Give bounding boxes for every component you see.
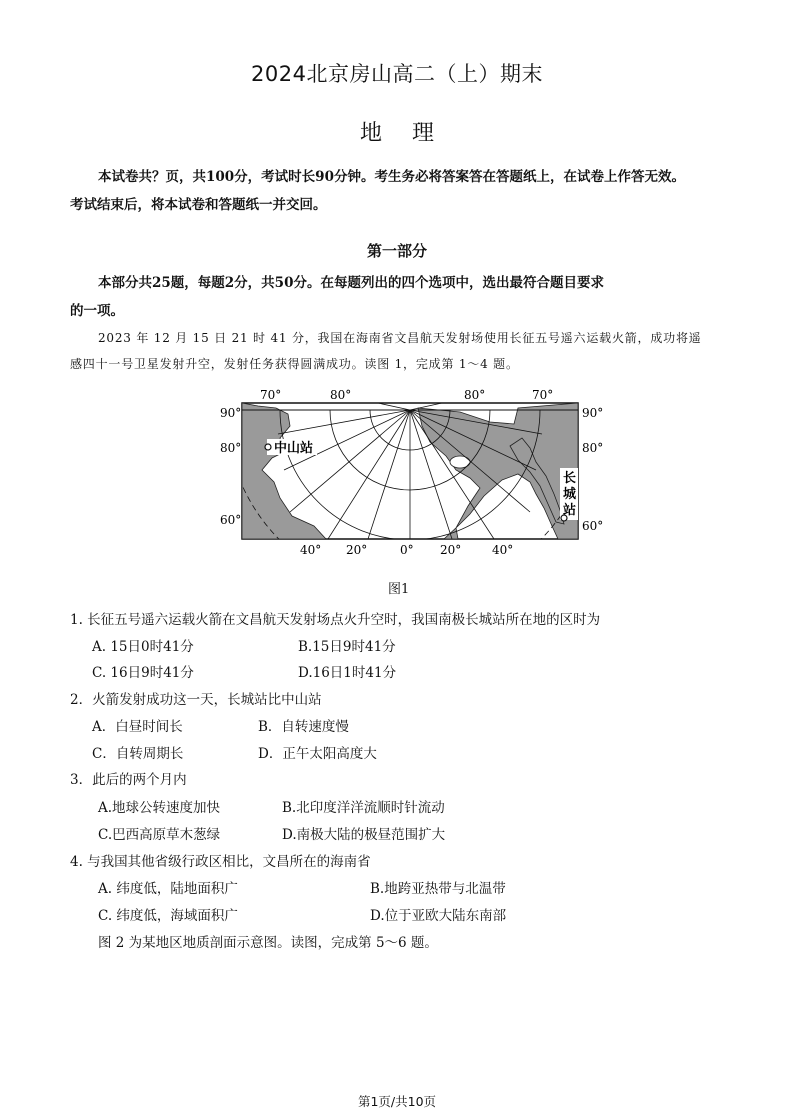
question-4-option-b: B.地跨亚热带与北温带 [370, 881, 506, 897]
right-label-60: 60° [582, 519, 604, 533]
question-3-stem: 3．此后的两个月内 [70, 772, 187, 788]
top-label-80-right: 80° [464, 388, 486, 402]
part-intro-line-1: 本部分共25题，每题2分，共50分。在每题列出的四个选项中，选出最符合题目要求 [98, 275, 604, 291]
question-1-option-c: C. 16日9时41分 [92, 665, 194, 681]
question-3-option-b: B.北印度洋洋流顺时针流动 [282, 800, 445, 816]
question-3-option-a: A.地球公转速度加快 [98, 800, 221, 816]
right-label-80: 80° [582, 441, 604, 455]
bottom-label-40-right: 40° [492, 543, 514, 557]
top-label-70-left: 70° [260, 388, 282, 402]
question-2-option-a: A．白昼时间长 [92, 719, 183, 735]
zhongshan-station-label: 中山站 [274, 441, 314, 456]
question-2-option-d: D．正午太阳高度大 [258, 746, 377, 762]
changcheng-station-label-3: 站 [563, 503, 577, 518]
passage-line-1: 2023 年 12 月 15 日 21 时 41 分，我国在海南省文昌航天发射场使用长征五号遥六运载火箭，成功将遥 [98, 331, 702, 345]
exam-title: 2024北京房山高二（上）期末 [251, 62, 543, 86]
page-footer: 第1页/共10页 [357, 1094, 437, 1109]
question-1-stem: 1. 长征五号遥六运载火箭在文昌航天发射场点火升空时，我国南极长城站所在地的区时为 [70, 612, 601, 628]
right-label-90: 90° [582, 406, 604, 420]
question-1-option-b: B.15日9时41分 [298, 639, 396, 655]
question-1-option-a: A. 15日0时41分 [92, 639, 194, 655]
bottom-label-20-right: 20° [440, 543, 462, 557]
question-4-option-a: A. 纬度低，陆地面积广 [98, 881, 238, 897]
question-4-stem: 4. 与我国其他省级行政区相比，文昌所在的海南省 [70, 854, 371, 870]
question-4-option-c: C. 纬度低，海域面积广 [98, 908, 238, 924]
changcheng-station-label-1: 长 [563, 471, 577, 486]
figure2-intro: 图 2 为某地区地质剖面示意图。读图，完成第 5～6 题。 [98, 935, 438, 951]
question-2-option-c: C．自转周期长 [92, 746, 184, 762]
changcheng-station-label-2: 城 [563, 487, 577, 502]
instructions-line-2: 考试结束后，将本试卷和答题纸一并交回。 [70, 197, 327, 213]
zhongshan-station-dot [265, 444, 271, 450]
top-label-70-right: 70° [532, 388, 554, 402]
bottom-label-0: 0° [400, 543, 414, 557]
subject-title: 地理 [359, 121, 464, 146]
bottom-label-40-left: 40° [300, 543, 322, 557]
bottom-label-20-left: 20° [346, 543, 368, 557]
question-2-stem: 2．火箭发射成功这一天，长城站比中山站 [70, 692, 322, 708]
left-label-90: 90° [220, 406, 242, 420]
question-4-option-d: D.位于亚欧大陆东南部 [370, 908, 507, 924]
top-label-80-left: 80° [330, 388, 352, 402]
left-label-60: 60° [220, 513, 242, 527]
figure1-polar-map [218, 386, 610, 558]
question-3-option-d: D.南极大陆的极昼范围扩大 [282, 827, 446, 843]
passage-line-2: 感四十一号卫星发射升空，发射任务获得圆满成功。读图 1，完成第 1～4 题。 [70, 357, 519, 371]
part-intro-line-2: 的一项。 [70, 303, 124, 319]
left-label-80: 80° [220, 441, 242, 455]
question-2-option-b: B．自转速度慢 [258, 719, 349, 735]
figure1-caption: 图1 [388, 582, 410, 597]
question-3-option-c: C.巴西高原草木葱绿 [98, 827, 221, 843]
question-1-option-d: D.16日1时41分 [298, 665, 397, 681]
instructions-line-1: 本试卷共？页，共100分，考试时长90分钟。考生务必将答案答在答题纸上，在试卷上作答无效。 [98, 169, 685, 185]
section-title: 第一部分 [366, 242, 427, 260]
